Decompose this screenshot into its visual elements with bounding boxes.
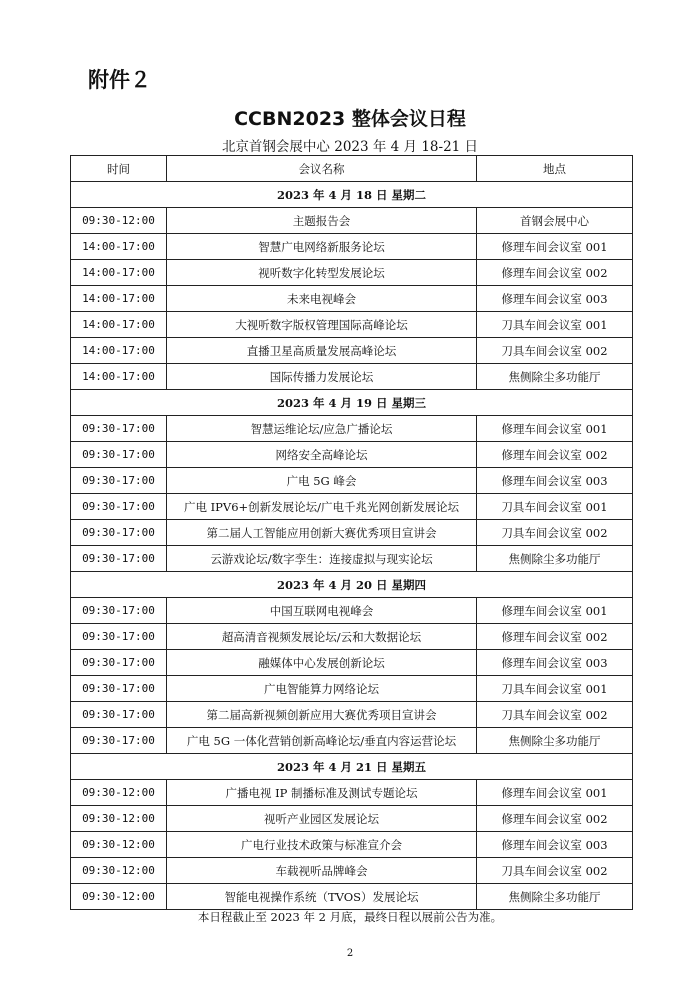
- session-time: 09:30-17:00: [71, 546, 167, 572]
- meeting-name: 视听数字化转型发展论坛: [167, 260, 477, 286]
- document-subtitle: 北京首钢会展中心 2023 年 4 月 18-21 日: [221, 139, 479, 155]
- day-header-row: [71, 390, 633, 416]
- header-meeting-name: 会议名称: [167, 156, 477, 182]
- meeting-name: 广电 5G 峰会: [167, 468, 477, 494]
- meeting-location: 刀具车间会议室 001: [477, 676, 633, 702]
- meeting-name: 智慧广电网络新服务论坛: [167, 234, 477, 260]
- meeting-name: 云游戏论坛/数字孪生：连接虚拟与现实论坛: [167, 546, 477, 572]
- day-header-row: [71, 754, 633, 780]
- session-time: 09:30-17:00: [71, 702, 167, 728]
- meeting-location: 刀具车间会议室 002: [477, 702, 633, 728]
- meeting-name: 大视听数字版权管理国际高峰论坛: [167, 312, 477, 338]
- meeting-location: 刀具车间会议室 002: [477, 858, 633, 884]
- meeting-location: 修理车间会议室 001: [477, 234, 633, 260]
- meeting-name: 广电 IPV6+创新发展论坛/广电千兆光网创新发展论坛: [167, 494, 477, 520]
- meeting-name: 第二届人工智能应用创新大赛优秀项目宣讲会: [167, 520, 477, 546]
- meeting-name: 广播电视 IP 制播标准及测试专题论坛: [167, 780, 477, 806]
- meeting-location: 修理车间会议室 001: [477, 780, 633, 806]
- meeting-location: 修理车间会议室 001: [477, 416, 633, 442]
- table-row: [71, 780, 633, 806]
- meeting-location: 修理车间会议室 003: [477, 832, 633, 858]
- meeting-name: 视听产业园区发展论坛: [167, 806, 477, 832]
- meeting-location: 刀具车间会议室 001: [477, 494, 633, 520]
- meeting-name: 直播卫星高质量发展高峰论坛: [167, 338, 477, 364]
- footnote: 本日程截止至 2023 年 2 月底，最终日程以展前公告为准。: [197, 910, 503, 924]
- session-time: 09:30-12:00: [71, 884, 167, 910]
- table-row: [71, 546, 633, 572]
- table-row: [71, 338, 633, 364]
- meeting-location: 焦侧除尘多功能厅: [477, 546, 633, 572]
- meeting-location: 修理车间会议室 003: [477, 286, 633, 312]
- table-row: [71, 806, 633, 832]
- page-number: 2: [346, 948, 354, 959]
- meeting-location: 修理车间会议室 003: [477, 650, 633, 676]
- session-time: 09:30-17:00: [71, 624, 167, 650]
- table-row: [71, 312, 633, 338]
- session-time: 09:30-17:00: [71, 442, 167, 468]
- table-row: [71, 260, 633, 286]
- header-location: 地点: [477, 156, 633, 182]
- day-label: 2023 年 4 月 19 日 星期三: [71, 390, 633, 416]
- table-row: [71, 676, 633, 702]
- session-time: 09:30-17:00: [71, 728, 167, 754]
- meeting-location: 修理车间会议室 003: [477, 468, 633, 494]
- table-row: [71, 858, 633, 884]
- session-time: 14:00-17:00: [71, 364, 167, 390]
- meeting-name: 车载视听品牌峰会: [167, 858, 477, 884]
- session-time: 09:30-17:00: [71, 468, 167, 494]
- table-row: [71, 728, 633, 754]
- day-header-row: [71, 182, 633, 208]
- table-row: [71, 416, 633, 442]
- meeting-location: 首钢会展中心: [477, 208, 633, 234]
- session-time: 09:30-17:00: [71, 416, 167, 442]
- table-header-row: [71, 156, 633, 182]
- session-time: 09:30-17:00: [71, 520, 167, 546]
- day-label: 2023 年 4 月 18 日 星期二: [71, 182, 633, 208]
- meeting-name: 智能电视操作系统（TVOS）发展论坛: [167, 884, 477, 910]
- meeting-location: 修理车间会议室 001: [477, 598, 633, 624]
- meeting-name: 第二届高新视频创新应用大赛优秀项目宣讲会: [167, 702, 477, 728]
- meeting-name: 主题报告会: [167, 208, 477, 234]
- session-time: 14:00-17:00: [71, 338, 167, 364]
- table-row: [71, 884, 633, 910]
- session-time: 09:30-12:00: [71, 208, 167, 234]
- meeting-name: 网络安全高峰论坛: [167, 442, 477, 468]
- header-time: 时间: [71, 156, 167, 182]
- table-row: [71, 832, 633, 858]
- table-row: [71, 624, 633, 650]
- session-time: 09:30-17:00: [71, 598, 167, 624]
- attachment-label: 附件２: [88, 68, 151, 92]
- meeting-location: 焦侧除尘多功能厅: [477, 364, 633, 390]
- meeting-name: 智慧运维论坛/应急广播论坛: [167, 416, 477, 442]
- table-row: [71, 286, 633, 312]
- document-title: CCBN2023 整体会议日程: [234, 108, 466, 130]
- table-row: [71, 442, 633, 468]
- session-time: 09:30-12:00: [71, 858, 167, 884]
- session-time: 09:30-12:00: [71, 780, 167, 806]
- schedule-table: [70, 155, 633, 910]
- table-row: [71, 234, 633, 260]
- table-row: [71, 650, 633, 676]
- session-time: 14:00-17:00: [71, 312, 167, 338]
- meeting-name: 广电 5G 一体化营销创新高峰论坛/垂直内容运营论坛: [167, 728, 477, 754]
- session-time: 14:00-17:00: [71, 260, 167, 286]
- meeting-location: 刀具车间会议室 002: [477, 338, 633, 364]
- session-time: 09:30-17:00: [71, 494, 167, 520]
- meeting-name: 超高清音视频发展论坛/云和大数据论坛: [167, 624, 477, 650]
- meeting-location: 修理车间会议室 002: [477, 624, 633, 650]
- meeting-name: 广电智能算力网络论坛: [167, 676, 477, 702]
- meeting-name: 融媒体中心发展创新论坛: [167, 650, 477, 676]
- table-row: [71, 468, 633, 494]
- table-row: [71, 702, 633, 728]
- table-row: [71, 208, 633, 234]
- day-label: 2023 年 4 月 21 日 星期五: [71, 754, 633, 780]
- meeting-name: 国际传播力发展论坛: [167, 364, 477, 390]
- session-time: 14:00-17:00: [71, 234, 167, 260]
- session-time: 09:30-12:00: [71, 806, 167, 832]
- table-row: [71, 520, 633, 546]
- schedule-body: [71, 182, 633, 910]
- meeting-location: 焦侧除尘多功能厅: [477, 728, 633, 754]
- meeting-location: 焦侧除尘多功能厅: [477, 884, 633, 910]
- meeting-name: 广电行业技术政策与标准宣介会: [167, 832, 477, 858]
- table-row: [71, 364, 633, 390]
- session-time: 09:30-17:00: [71, 676, 167, 702]
- session-time: 09:30-12:00: [71, 832, 167, 858]
- table-row: [71, 494, 633, 520]
- session-time: 09:30-17:00: [71, 650, 167, 676]
- meeting-location: 修理车间会议室 002: [477, 260, 633, 286]
- meeting-location: 修理车间会议室 002: [477, 806, 633, 832]
- day-label: 2023 年 4 月 20 日 星期四: [71, 572, 633, 598]
- meeting-location: 刀具车间会议室 002: [477, 520, 633, 546]
- meeting-location: 修理车间会议室 002: [477, 442, 633, 468]
- meeting-name: 未来电视峰会: [167, 286, 477, 312]
- table-row: [71, 598, 633, 624]
- meeting-location: 刀具车间会议室 001: [477, 312, 633, 338]
- session-time: 14:00-17:00: [71, 286, 167, 312]
- day-header-row: [71, 572, 633, 598]
- meeting-name: 中国互联网电视峰会: [167, 598, 477, 624]
